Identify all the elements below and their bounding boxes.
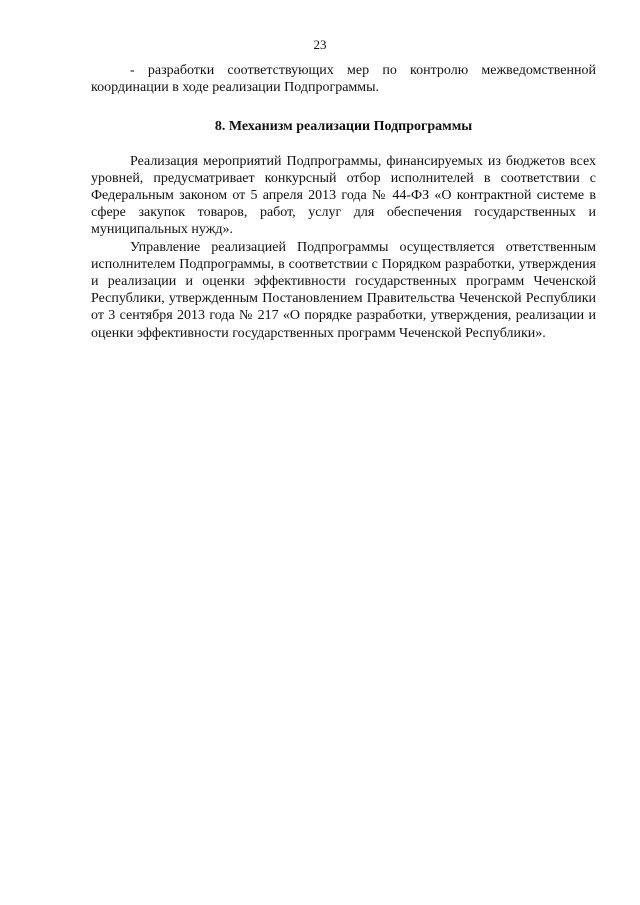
intro-paragraph: - разработки соответствующих мер по контролю межведомственной координации в ходе реализации Подпрограммы. — [91, 63, 596, 96]
section-heading: 8. Механизм реализации Подпрограммы — [214, 119, 473, 135]
body-paragraph-2: Управление реализацией Подпрограммы осуществляется ответственным исполнителем Подпрограммы, в соответствии с Порядком разработки, утверждения и реализации и оценки эффективности государственных программ Чеченской Республики, утвержденным Постановлением Правительства Чеченской Республики от 3 сентября 2013 года № 217 «О порядке разработки, утверждения, реализации и оценки эффективности государственных программ Чеченской Республики». — [91, 239, 596, 341]
page-number: 23 — [313, 37, 327, 52]
body-paragraph-1: Реализация мероприятий Подпрограммы, финансируемых из бюджетов всех уровней, предусматривает конкурсный отбор исполнителей в соответствии с Федеральным законом от 5 апреля 2013 года № 44-ФЗ «О контрактной системе в сфере закупок товаров, работ, услуг для обеспечения государственных и муниципальных нужд». — [91, 153, 596, 238]
page-content — [91, 62, 596, 342]
